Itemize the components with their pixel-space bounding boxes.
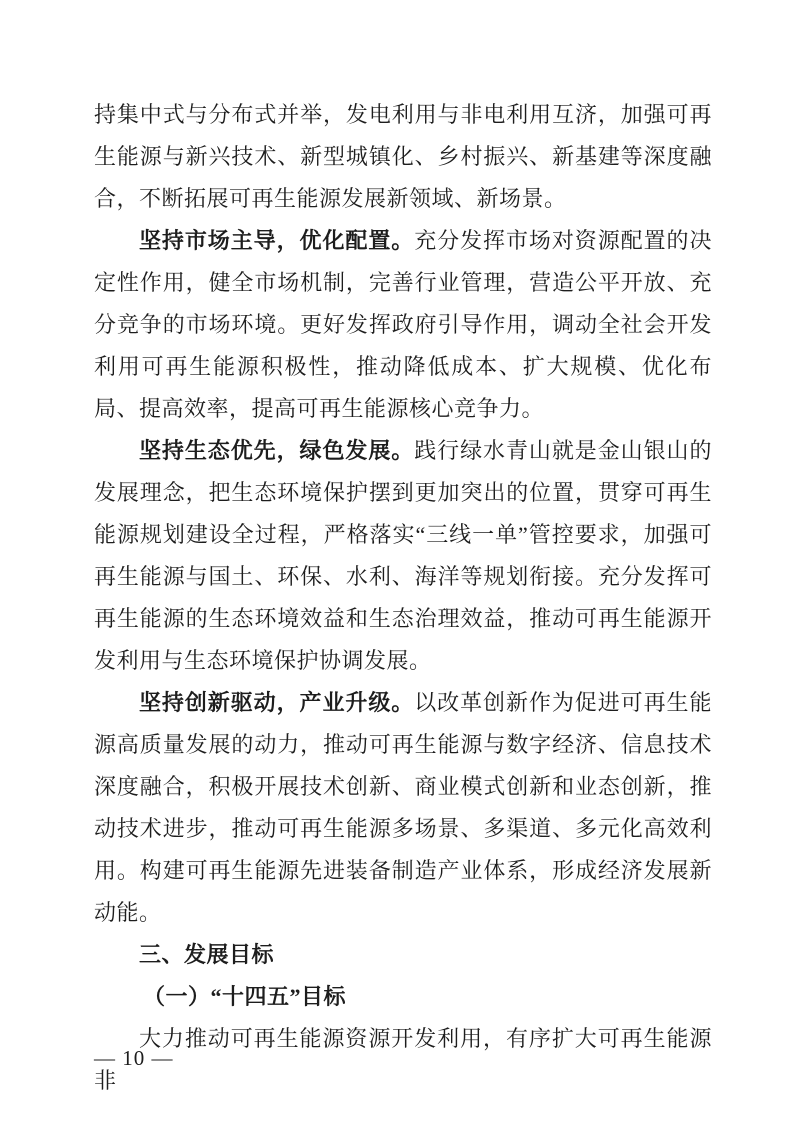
paragraph <box>94 1018 712 1102</box>
page-footer <box>94 1044 174 1072</box>
paragraph <box>94 682 712 934</box>
paragraph-text: 充分发挥市场对资源配置的决定性作用，健全市场机制，完善行业管理，营造公平开放、充分竞争的市场环境。更好发挥政府引导作用，调动全社会开发利用可再生能源积极性，推动降低成本、扩大规模、优化布局、提高效率，提高可再生能源核心竞争力。 <box>94 228 712 421</box>
paragraph <box>94 220 712 430</box>
page-number: — 10 — <box>94 1046 174 1070</box>
paragraph-lead: 坚持市场主导，优化配置。 <box>139 228 415 253</box>
paragraph <box>94 430 712 682</box>
paragraph-text: 以改革创新作为促进可再生能源高质量发展的动力，推动可再生能源与数字经济、信息技术深度融合，积极开展技术创新、商业模式创新和业态创新，推动技术进步，推动可再生能源多场景、多渠道、多元化高效利用。构建可再生能源先进装备制造产业体系，形成经济发展新动能。 <box>94 690 712 925</box>
paragraph-text: 大力推动可再生能源资源开发利用，有序扩大可再生能源非 <box>94 1026 712 1093</box>
section-heading: 三、发展目标 <box>139 942 275 967</box>
paragraph-lead: 坚持生态优先，绿色发展。 <box>139 438 415 463</box>
paragraph <box>94 94 712 220</box>
paragraph-lead: 坚持创新驱动，产业升级。 <box>139 690 415 715</box>
paragraph-text: 持集中式与分布式并举，发电利用与非电利用互济，加强可再生能源与新兴技术、新型城镇化、乡村振兴、新基建等深度融合，不断拓展可再生能源发展新领域、新场景。 <box>94 102 712 211</box>
document-body <box>94 94 712 1102</box>
paragraph-text: 践行绿水青山就是金山银山的发展理念，把生态环境保护摆到更加突出的位置，贯穿可再生能源规划建设全过程，严格落实“三线一单”管控要求，加强可再生能源与国土、环保、水利、海洋等规划衔接。充分发挥可再生能源的生态环境效益和生态治理效益，推动可再生能源开发利用与生态环境保护协调发展。 <box>94 438 712 673</box>
subsection-heading: （一）“十四五”目标 <box>143 984 347 1009</box>
